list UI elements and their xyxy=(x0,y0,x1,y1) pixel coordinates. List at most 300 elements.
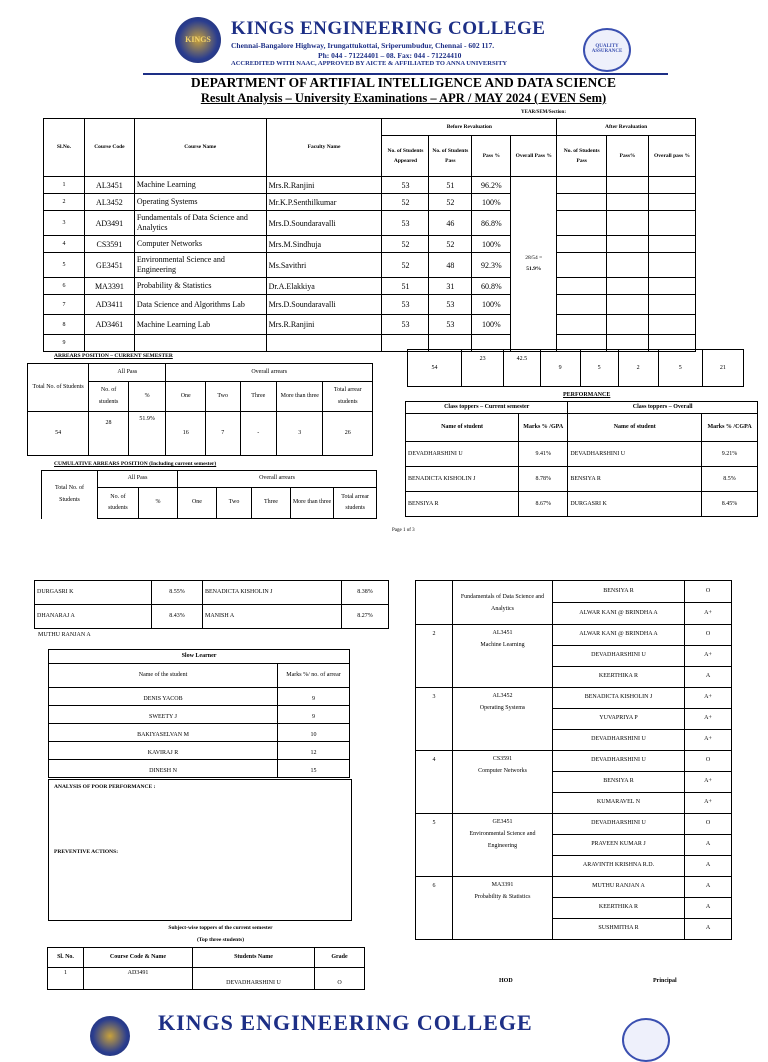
table-row xyxy=(49,760,350,778)
topper-grade: O xyxy=(685,751,732,772)
topper-student: DEVADHARSHINI U xyxy=(553,730,685,751)
topper-name: DURGASRI K xyxy=(35,581,152,605)
overall-pass-percent: 51.9% xyxy=(526,266,542,272)
row-faculty: Dr.A.Elakkiya xyxy=(266,278,382,295)
row-faculty: Ms.Savithri xyxy=(266,253,382,278)
cumulative-three-head: Three xyxy=(252,488,290,519)
row-pass-pct: 100% xyxy=(472,194,511,211)
row-course-code: AL3451 xyxy=(84,177,134,194)
arrears-pass-value: 28 xyxy=(89,412,129,456)
row-after-pass xyxy=(557,278,607,295)
row-pass-pct: 86.8% xyxy=(472,211,511,236)
row-after-pct xyxy=(607,236,649,253)
arrears-all-pass-head: All Pass xyxy=(89,364,166,382)
arrears-current-title: ARREARS POSITION – CURRENT SEMESTER xyxy=(54,353,173,359)
row-after-pass xyxy=(557,177,607,194)
arrears-two-head: Two xyxy=(205,382,240,412)
topper-student: ALWAR KANI @ BRINDHA A xyxy=(553,625,685,646)
strip-cell: 42.5 xyxy=(504,350,541,387)
subject-toppers-continued-table xyxy=(415,580,732,940)
topper-student: KUMARAVEL N xyxy=(553,793,685,814)
topper-grade: A+ xyxy=(685,646,732,667)
row-slno: 3 xyxy=(44,211,85,236)
row-course-name: Machine Learning Lab xyxy=(134,315,266,335)
table-row xyxy=(416,688,732,709)
row-after-pct xyxy=(607,315,649,335)
table-row xyxy=(49,742,350,760)
row-appeared: 53 xyxy=(382,177,429,194)
course-name: Probability & Statistics xyxy=(474,894,531,900)
topper-student: YUVAPRIYA P xyxy=(553,709,685,730)
slow-name-head: Name of the student xyxy=(49,664,278,688)
performance-continued-table xyxy=(34,580,389,629)
slow-learner-name: KAVIRAJ R xyxy=(49,742,278,760)
course-slno: 5 xyxy=(416,814,453,877)
header-pass-pct: Pass % xyxy=(472,136,511,177)
seal-text: QUALITY ASSURANCE xyxy=(591,44,623,54)
cumulative-title: CUMULATIVE ARREARS POSITION (Including current semester) xyxy=(54,461,217,467)
current-topper-name: DEVADHARSHINI U xyxy=(406,442,519,467)
college-name-repeat: KINGS ENGINEERING COLLEGE xyxy=(158,1010,533,1035)
analysis-box xyxy=(48,779,352,921)
arrears-two-value: 7 xyxy=(205,412,240,456)
course-slno: 3 xyxy=(416,688,453,751)
course-cell xyxy=(453,625,553,688)
performance-table xyxy=(405,401,758,517)
topper-grade: A xyxy=(685,835,732,856)
row-after-pass xyxy=(557,194,607,211)
row-course-code: CS3591 xyxy=(84,236,134,253)
row-course-name: Fundamentals of Data Science and Analytics xyxy=(134,211,266,236)
row-slno: 9 xyxy=(44,335,85,352)
course-name: Operating Systems xyxy=(479,705,526,711)
overall-topper-cgpa: 8.45% xyxy=(702,492,758,517)
row-after-pct xyxy=(607,253,649,278)
row-after-pct xyxy=(607,194,649,211)
college-name: KINGS ENGINEERING COLLEGE xyxy=(231,18,546,39)
table-row xyxy=(49,706,350,724)
course-slno: 2 xyxy=(416,625,453,688)
strip-cell: 5 xyxy=(580,350,618,387)
department-title: DEPARTMENT OF ARTIFIAL INTELLIGENCE AND DATA SCIENCE xyxy=(190,75,617,90)
overall-pass-cell xyxy=(511,177,557,352)
arrears-more-value: 3 xyxy=(277,412,323,456)
row-faculty: Mrs.M.Sindhuja xyxy=(266,236,382,253)
topper-cgpa: 8.27% xyxy=(342,605,389,629)
row-appeared: 53 xyxy=(382,295,429,315)
slow-learner-arrears: 10 xyxy=(278,724,350,742)
overall-topper-name: BENSIYA R xyxy=(568,467,702,492)
topper-grade: A+ xyxy=(685,688,732,709)
table-row xyxy=(406,442,758,467)
quality-seal xyxy=(583,28,631,72)
row-faculty: Mrs.R.Ranjini xyxy=(266,315,382,335)
row-appeared: 53 xyxy=(382,211,429,236)
row-after-overall xyxy=(649,278,696,295)
arrears-total-arrear-head: Total arrear students xyxy=(323,382,373,412)
quality-seal-repeat xyxy=(622,1018,670,1062)
overall-topper-cgpa: 8.5% xyxy=(702,467,758,492)
row-after-overall xyxy=(649,295,696,315)
toppers-grade: O xyxy=(315,968,365,990)
current-topper-gpa: 9.41% xyxy=(519,442,568,467)
row-pass: 52 xyxy=(429,194,472,211)
toppers-slno-head: Sl. No. xyxy=(48,948,84,968)
cumulative-more-head: More than three xyxy=(290,488,334,519)
course-name: Fundamentals of Data Science and Analytics xyxy=(453,581,553,625)
page-number: Page 1 of 3 xyxy=(392,528,415,533)
performance-title: PERFORMANCE xyxy=(563,392,611,398)
topper-student: KEERTHIKA R xyxy=(553,898,685,919)
row-pass-pct: 60.8% xyxy=(472,278,511,295)
row-after-pass xyxy=(557,211,607,236)
subject-toppers-table xyxy=(47,947,365,990)
slow-marks-head: Marks %/ no. of arrear xyxy=(278,664,350,688)
topper-name: MANISH A xyxy=(203,605,342,629)
row-after-pass xyxy=(557,236,607,253)
header-overall: Overall Pass % xyxy=(511,136,557,177)
header-after-revaluation: After Revaluation xyxy=(557,119,696,136)
course-slno xyxy=(416,581,453,625)
table-row xyxy=(416,581,732,603)
row-course-code xyxy=(84,335,134,352)
header-appeared: No. of Students Appeared xyxy=(382,136,429,177)
strip-cell: 21 xyxy=(702,350,743,387)
toppers-students-head: Students Name xyxy=(193,948,315,968)
topper-grade: A xyxy=(685,667,732,688)
arrears-three-head: Three xyxy=(240,382,277,412)
row-course-name: Machine Learning xyxy=(134,177,266,194)
strip-cell: 5 xyxy=(658,350,702,387)
current-topper-name: BENADICTA KISHOLIN J xyxy=(406,467,519,492)
row-after-overall xyxy=(649,236,696,253)
course-name: Computer Networks xyxy=(478,768,527,774)
overall-topper-name: DEVADHARSHINI U xyxy=(568,442,702,467)
row-spacer xyxy=(695,315,719,335)
row-course-code: GE3451 xyxy=(84,253,134,278)
performance-extra-name: MUTHU RANJAN A xyxy=(38,632,91,638)
cumulative-total-head: Total No. of Students xyxy=(42,471,98,519)
topper-student: ARAVINTH KRISHNA R.D. xyxy=(553,856,685,877)
after-revaluation-strip xyxy=(407,349,744,387)
logo-text: KINGS xyxy=(185,35,211,44)
row-slno: 1 xyxy=(44,177,85,194)
cumulative-all-pass-head: All Pass xyxy=(98,471,178,488)
topper-student: BENSIYA R xyxy=(553,772,685,793)
hod-signature: HOD xyxy=(499,978,513,984)
course-cell xyxy=(453,688,553,751)
cumulative-overall-head: Overall arrears xyxy=(178,471,377,488)
row-spacer xyxy=(695,236,719,253)
arrears-one-value: 16 xyxy=(166,412,205,456)
table-row xyxy=(44,278,720,295)
course-cell xyxy=(453,877,553,940)
topper-student: DEVADHARSHINI U xyxy=(553,814,685,835)
table-row xyxy=(406,492,758,517)
performance-gpa-head: Marks % /GPA xyxy=(519,414,568,442)
year-sem-label: YEAR/SEM/Section: xyxy=(521,110,566,115)
row-faculty: Mr.K.P.Senthilkumar xyxy=(266,194,382,211)
row-after-pct xyxy=(607,177,649,194)
row-appeared: 52 xyxy=(382,236,429,253)
header-slno: Sl.No. xyxy=(44,119,85,177)
row-course-name: Operating Systems xyxy=(134,194,266,211)
college-phone: Ph: 044 - 71224401 – 08. Fax: 044 - 71224410 xyxy=(318,51,462,60)
current-topper-gpa: 8.67% xyxy=(519,492,568,517)
topper-student: DEVADHARSHINI U xyxy=(553,646,685,667)
slow-learner-name: DINESH N xyxy=(49,760,278,778)
course-code: CS3591 xyxy=(492,756,513,762)
topper-student: SUSHMITHA R xyxy=(553,919,685,940)
performance-name-head-2: Name of student xyxy=(568,414,702,442)
overall-topper-cgpa: 9.21% xyxy=(702,442,758,467)
slow-learner-table xyxy=(48,649,350,778)
college-accreditation: ACCREDITED WITH NAAC, APPROVED BY AICTE & AFFILIATED TO ANNA UNIVERSITY xyxy=(231,60,508,67)
row-course-code: AD3491 xyxy=(84,211,134,236)
slow-learner-name: BAKIYASELVAN M xyxy=(49,724,278,742)
preventive-label: PREVENTIVE ACTIONS: xyxy=(54,849,119,855)
arrears-pct-value: 51.9% xyxy=(128,412,166,456)
topper-grade: A xyxy=(685,898,732,919)
topper-grade: O xyxy=(685,581,732,603)
college-address: Chennai-Bangalore Highway, Irungattukottai, Sriperumbudur, Chennai - 602 117. xyxy=(231,41,495,50)
strip-cell: 2 xyxy=(618,350,658,387)
cumulative-pct-head: % xyxy=(138,488,177,519)
slow-learner-arrears: 9 xyxy=(278,706,350,724)
arrears-total-arrear-value: 26 xyxy=(323,412,373,456)
toppers-slno: 1 xyxy=(48,968,84,990)
row-appeared: 52 xyxy=(382,253,429,278)
college-logo xyxy=(175,17,221,63)
header-after-pct: Pass% xyxy=(607,136,649,177)
performance-cgpa-head: Marks % /CGPA xyxy=(702,414,758,442)
topper-grade: A+ xyxy=(685,603,732,625)
toppers-grade-head: Grade xyxy=(315,948,365,968)
row-faculty xyxy=(266,335,382,352)
row-spacer xyxy=(695,211,719,236)
topper-cgpa: 8.38% xyxy=(342,581,389,605)
row-appeared: 53 xyxy=(382,315,429,335)
topper-student: MUTHU RANJAN A xyxy=(553,877,685,898)
table-row xyxy=(49,724,350,742)
course-name: Environmental Science and Engineering xyxy=(469,831,536,849)
cumulative-total-arrear-head: Total arrear students xyxy=(334,488,377,519)
topper-student: ALWAR KANI @ BRINDHA A xyxy=(553,603,685,625)
topper-name: DHANARAJ A xyxy=(35,605,152,629)
subject-toppers-subtitle: (Top three students) xyxy=(196,937,245,943)
table-row xyxy=(35,605,389,629)
row-slno: 2 xyxy=(44,194,85,211)
row-pass: 48 xyxy=(429,253,472,278)
row-slno: 4 xyxy=(44,236,85,253)
row-pass-pct: 96.2% xyxy=(472,177,511,194)
arrears-one-head: One xyxy=(166,382,205,412)
toppers-course-head: Course Code & Name xyxy=(84,948,193,968)
row-pass: 51 xyxy=(429,177,472,194)
report-subtitle: Result Analysis – University Examinations – APR / MAY 2024 ( EVEN Sem) xyxy=(200,91,607,105)
row-slno: 8 xyxy=(44,315,85,335)
row-spacer xyxy=(695,295,719,315)
row-slno: 7 xyxy=(44,295,85,315)
header-pass: No. of Students Pass xyxy=(429,136,472,177)
performance-name-head: Name of student xyxy=(406,414,519,442)
arrears-no-students-head: No. of students xyxy=(89,382,129,412)
arrears-overall-head: Overall arrears xyxy=(166,364,373,382)
header-faculty: Faculty Name xyxy=(266,119,382,177)
principal-signature: Principal xyxy=(653,978,677,984)
toppers-course: AD3491 xyxy=(84,968,193,990)
table-row xyxy=(44,236,720,253)
row-after-overall xyxy=(649,194,696,211)
topper-student: DEVADHARSHINI U xyxy=(553,751,685,772)
row-course-name xyxy=(134,335,266,352)
slow-learner-name: SWEETY J xyxy=(49,706,278,724)
arrears-more-head: More than three xyxy=(277,382,323,412)
row-course-name: Probability & Statistics xyxy=(134,278,266,295)
topper-gpa: 8.43% xyxy=(152,605,203,629)
arrears-three-value: - xyxy=(240,412,277,456)
row-after-overall xyxy=(649,253,696,278)
topper-grade: O xyxy=(685,625,732,646)
row-spacer xyxy=(695,253,719,278)
table-row xyxy=(44,315,720,335)
course-cell xyxy=(453,814,553,877)
strip-cell: 9 xyxy=(540,350,580,387)
current-topper-name: BENSIYA R xyxy=(406,492,519,517)
slow-learner-arrears: 9 xyxy=(278,688,350,706)
row-faculty: Mrs.R.Ranjini xyxy=(266,177,382,194)
row-after-pass xyxy=(557,315,607,335)
college-header-repeat xyxy=(90,1010,690,1035)
subject-toppers-title: Subject-wise toppers of the current semester xyxy=(168,925,273,931)
slow-learner-arrears: 15 xyxy=(278,760,350,778)
table-row xyxy=(416,751,732,772)
result-analysis-table xyxy=(43,118,720,352)
table-row xyxy=(416,877,732,898)
arrears-current-table xyxy=(27,363,373,456)
row-course-name: Computer Networks xyxy=(134,236,266,253)
table-row xyxy=(416,625,732,646)
topper-grade: O xyxy=(685,814,732,835)
slow-learner-name: DENIS YACOB xyxy=(49,688,278,706)
performance-overall-head: Class toppers – Overall xyxy=(568,402,758,414)
row-pass-pct: 92.3% xyxy=(472,253,511,278)
topper-grade: A+ xyxy=(685,709,732,730)
strip-cell: 23 xyxy=(462,350,504,387)
table-row xyxy=(35,581,389,605)
overall-pass-fraction: 28/54 = xyxy=(525,255,543,261)
row-after-pass xyxy=(557,295,607,315)
row-course-name: Environmental Science and Engineering xyxy=(134,253,266,278)
course-code: MA3391 xyxy=(491,882,514,888)
row-pass: 53 xyxy=(429,315,472,335)
topper-grade: A+ xyxy=(685,772,732,793)
topper-name: BENADICTA KISHOLIN J xyxy=(203,581,342,605)
row-pass: 46 xyxy=(429,211,472,236)
header-course-code: Course Code xyxy=(84,119,134,177)
arrears-total-head: Total No. of Students xyxy=(28,364,89,412)
header-course-name: Course Name xyxy=(134,119,266,177)
row-appeared: 52 xyxy=(382,194,429,211)
row-course-code: AL3452 xyxy=(84,194,134,211)
course-slno: 6 xyxy=(416,877,453,940)
row-course-code: AD3461 xyxy=(84,315,134,335)
current-topper-gpa: 8.78% xyxy=(519,467,568,492)
row-spacer xyxy=(695,177,719,194)
row-faculty: Mrs.D.Soundaravalli xyxy=(266,295,382,315)
row-faculty: Mrs.D.Soundaravalli xyxy=(266,211,382,236)
row-course-name: Data Science and Algorithms Lab xyxy=(134,295,266,315)
college-logo-repeat xyxy=(90,1016,130,1056)
slow-learner-title: Slow Learner xyxy=(49,650,350,664)
topper-student: BENADICTA KISHOLIN J xyxy=(553,688,685,709)
row-after-pass xyxy=(557,253,607,278)
row-after-pct xyxy=(607,295,649,315)
arrears-pct-head: % xyxy=(128,382,166,412)
row-after-overall xyxy=(649,177,696,194)
row-after-pct xyxy=(607,211,649,236)
row-slno: 6 xyxy=(44,278,85,295)
row-after-overall xyxy=(649,211,696,236)
table-row xyxy=(44,295,720,315)
topper-grade: A+ xyxy=(685,793,732,814)
table-row xyxy=(406,467,758,492)
college-header xyxy=(143,14,668,74)
row-pass: 53 xyxy=(429,295,472,315)
topper-grade: A xyxy=(685,877,732,898)
row-slno: 5 xyxy=(44,253,85,278)
row-course-code: MA3391 xyxy=(84,278,134,295)
topper-grade: A xyxy=(685,919,732,940)
header-after-pass: No. of Students Pass xyxy=(557,136,607,177)
course-code: AL3452 xyxy=(492,693,513,699)
row-appeared: 51 xyxy=(382,278,429,295)
strip-cell: 54 xyxy=(408,350,462,387)
topper-student: BENSIYA R xyxy=(553,581,685,603)
analysis-label: ANALYSIS OF POOR PERFORMANCE : xyxy=(54,784,156,790)
header-before-revaluation: Before Revaluation xyxy=(382,119,557,136)
row-spacer xyxy=(695,278,719,295)
table-row xyxy=(49,688,350,706)
topper-gpa: 8.55% xyxy=(152,581,203,605)
course-code: AL3451 xyxy=(492,630,513,636)
table-row xyxy=(44,211,720,236)
cumulative-no-students-head: No. of students xyxy=(98,488,139,519)
overall-topper-name: DURGASRI K xyxy=(568,492,702,517)
topper-student: KEERTHIKA R xyxy=(553,667,685,688)
cumulative-two-head: Two xyxy=(216,488,251,519)
row-pass-pct: 100% xyxy=(472,315,511,335)
row-course-code: AD3411 xyxy=(84,295,134,315)
table-row xyxy=(44,194,720,211)
arrears-total-value: 54 xyxy=(28,412,89,456)
row-pass: 52 xyxy=(429,236,472,253)
slow-learner-arrears: 12 xyxy=(278,742,350,760)
row-pass-pct: 100% xyxy=(472,295,511,315)
row-after-pct xyxy=(607,278,649,295)
table-row xyxy=(44,177,720,194)
topper-student: PRAVEEN KUMAR J xyxy=(553,835,685,856)
topper-grade: A+ xyxy=(685,730,732,751)
row-pass-pct: 100% xyxy=(472,236,511,253)
course-code: GE3451 xyxy=(492,819,513,825)
performance-current-head: Class toppers – Current semester xyxy=(406,402,568,414)
cumulative-table xyxy=(41,470,377,519)
course-slno: 4 xyxy=(416,751,453,814)
toppers-student: DEVADHARSHINI U xyxy=(193,968,315,990)
course-cell xyxy=(453,751,553,814)
row-spacer xyxy=(695,194,719,211)
